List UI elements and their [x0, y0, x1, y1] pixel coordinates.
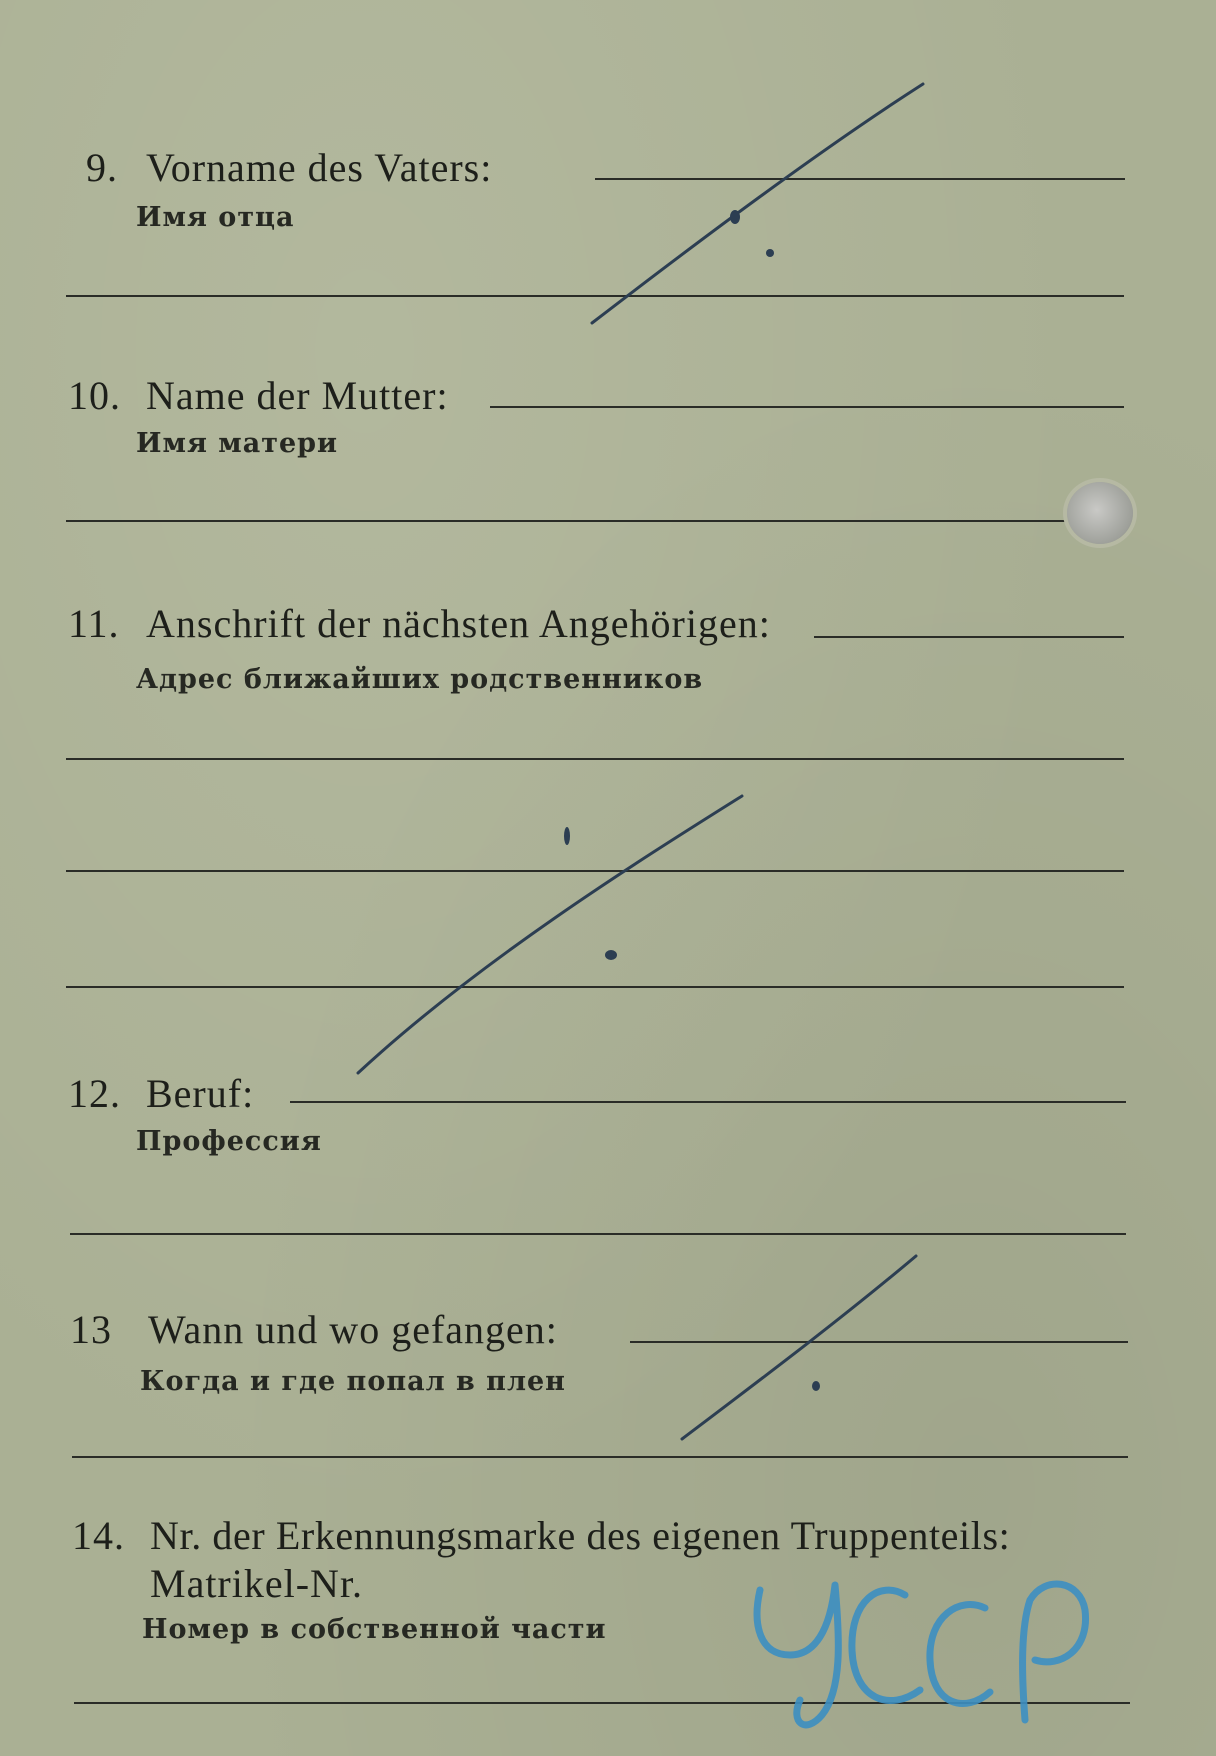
field-9-label-de: Vorname des Vaters:: [146, 145, 493, 190]
field-9-label-ru: Имя отца: [136, 202, 295, 233]
field-13-label-ru: Когда и где попал в плен: [140, 1366, 566, 1397]
field-14-label-de: Nr. der Erkennungsmarke des eigenen Truppenteils:: [150, 1513, 1011, 1558]
field-14-label-de-2: Matrikel-Nr.: [150, 1561, 364, 1606]
field-9-number: 9.: [86, 145, 118, 190]
field-13-number: 13: [70, 1307, 112, 1352]
field-10-label-ru: Имя матери: [136, 428, 339, 459]
field-11-number: 11.: [68, 601, 120, 646]
field-14-number: 14.: [72, 1513, 125, 1558]
field-14-label-ru: Номер в собственной части: [142, 1614, 607, 1645]
field-11-label-ru: Адрес ближайших родственников: [136, 664, 704, 695]
field-10-number: 10.: [68, 373, 121, 418]
field-10-label-de: Name der Mutter:: [146, 373, 449, 418]
field-12-label-ru: Профессия: [136, 1126, 322, 1157]
field-12-label-de: Beruf:: [146, 1071, 255, 1116]
field-12-number: 12.: [68, 1071, 121, 1116]
field-11-label-de: Anschrift der nächsten Angehörigen:: [146, 601, 771, 646]
field-13-label-de: Wann und wo gefangen:: [148, 1307, 558, 1352]
